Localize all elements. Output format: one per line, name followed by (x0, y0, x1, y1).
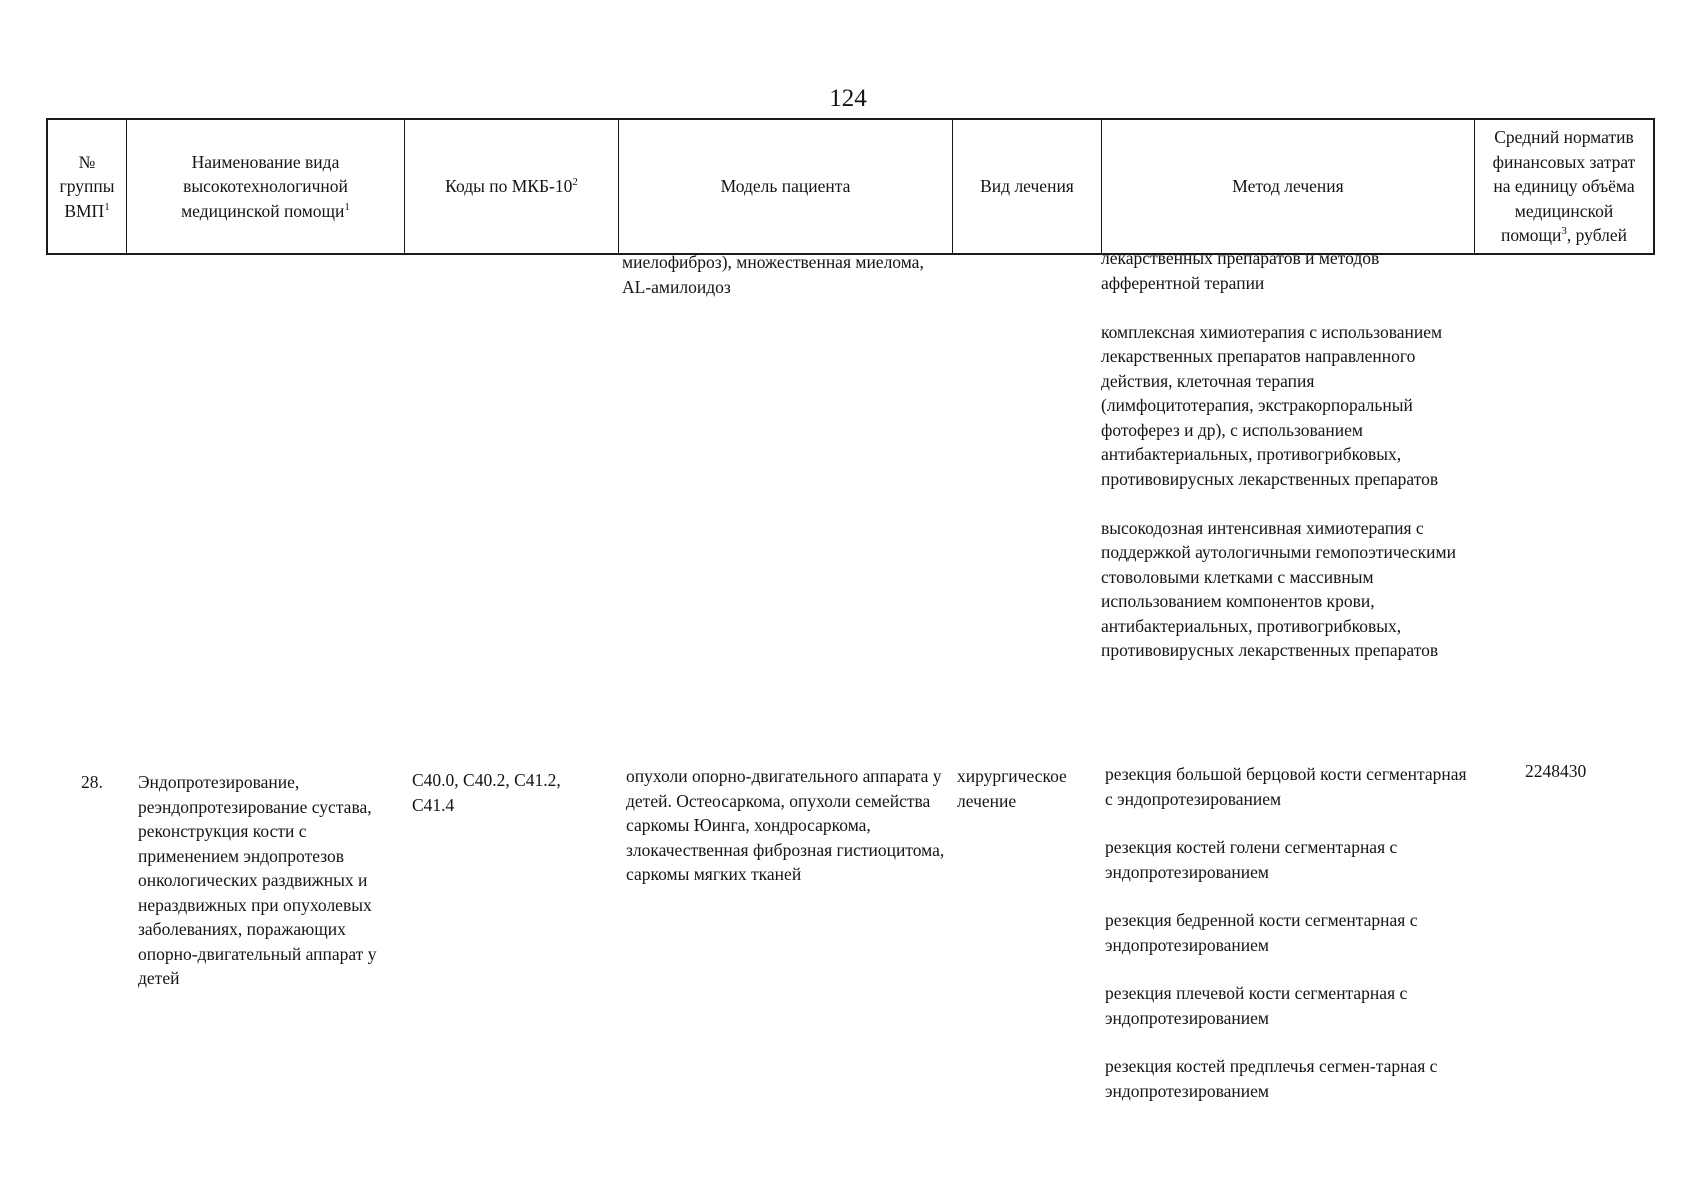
method-item: резекция костей предплечья сегмен-тарная с эндопротезированием (1105, 1056, 1438, 1101)
table-header (46, 118, 1655, 255)
treatment-type: хирургическое лечение (957, 766, 1067, 811)
method-item: лекарственных препаратов и методов афферентной терапии (1101, 248, 1380, 293)
header-treatment-type-label: Вид лечения (980, 176, 1074, 197)
header-treatment-type (952, 120, 1101, 253)
header-treatment-method-label: Метод лечения (1232, 176, 1344, 197)
header-cost-label: Средний норматив финансовых затрат на единицу объёма медицинской помощи (1492, 127, 1636, 246)
header-icd-codes (404, 120, 618, 253)
header-patient-model (618, 120, 952, 253)
header-cost-unit: , рублей (1566, 225, 1628, 246)
footnote-ref: 1 (104, 200, 110, 213)
footnote-ref: 3 (1561, 225, 1567, 238)
method-item: резекция бедренной кости сегментарная с эндопротезированием (1105, 910, 1418, 955)
patient-model: опухоли опорно-двигательного аппарата у детей. Остеосаркома, опухоли семейства саркомы Юинга, хондросаркома, злокачественная фиброзная гистиоцитома, саркомы мягких тканей (626, 766, 945, 884)
continuation-patient-model: миелофиброз), множественная миелома, AL-амилоидоз (622, 252, 924, 297)
continuation-methods (1101, 246, 1471, 663)
treatment-methods (1105, 762, 1475, 1103)
method-item: резекция большой берцовой кости сегментарная с эндопротезированием (1105, 764, 1467, 809)
footnote-ref: 1 (344, 200, 350, 213)
header-care-type-label: Наименование вида высокотехнологичной медицинской помощи (181, 151, 348, 221)
method-item: резекция костей голени сегментарная с эндопротезированием (1105, 837, 1398, 882)
header-patient-model-label: Модель пациента (720, 176, 851, 197)
method-item: комплексная химиотерапия с использованием лекарственных препаратов направленного действия, клеточная терапия (лимфоцитотерапия, экстракорпоральный фотоферез и др), с использованием антибактериальных, противогрибковых, противовирусных лекарственных препаратов (1101, 321, 1443, 489)
header-treatment-method (1101, 120, 1474, 253)
header-group-number-label: № группы ВМП (59, 151, 115, 221)
header-group-number (48, 120, 126, 253)
page-number: 124 (829, 85, 867, 112)
method-item: резекция плечевой кости сегментарная с эндопротезированием (1105, 983, 1408, 1028)
icd-codes: C40.0, C40.2, C41.2, C41.4 (412, 770, 561, 815)
header-cost (1474, 120, 1653, 253)
header-care-type (126, 120, 404, 253)
average-cost: 2248430 (1525, 761, 1587, 781)
care-type-name: Эндопротезирование, реэндопротезирование сустава, реконструкция кости с применением эндопротезов онкологических раздвижных и нераздвижных при опухолевых заболеваниях, поражающих опорно-двигательный аппарат у детей (138, 772, 377, 988)
header-icd-codes-label: Коды по МКБ-10 (445, 176, 573, 197)
footnote-ref: 2 (572, 176, 578, 189)
method-item: высокодозная интенсивная химиотерапия с поддержкой аутологичными гемопоэтическими стоволовыми клетками с массивным использованием компонентов крови, антибактериальных, противогрибковых, противовирусных лекарственных препаратов (1101, 517, 1456, 660)
row-number: 28. (81, 772, 103, 792)
